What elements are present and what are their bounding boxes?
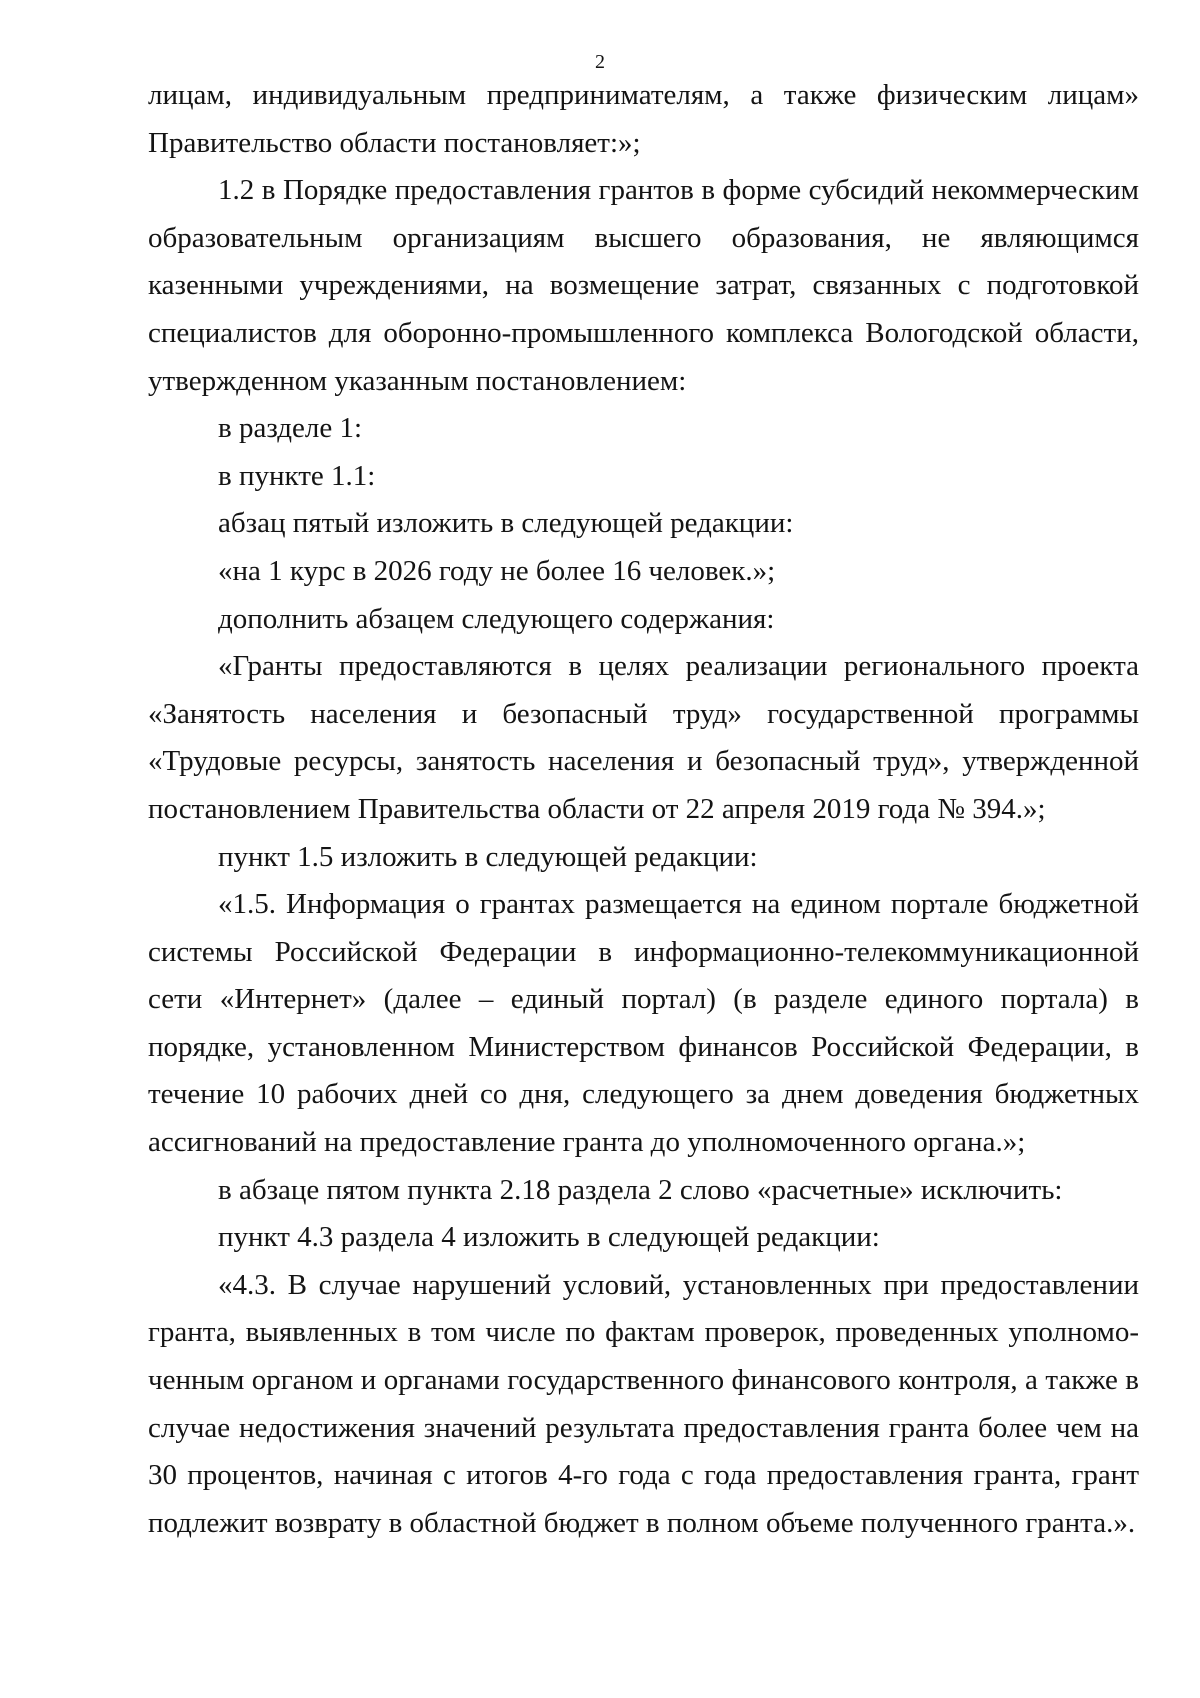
paragraph-supplement: дополнить абзацем следующего содержания: [218, 602, 775, 635]
paragraph-point-1-5: пункт 1.5 изложить в следующей редакции: [218, 840, 758, 873]
paragraph-point-2-18: в абзаце пятом пункта 2.18 раздела 2 слово «расчетные» исключить: [218, 1173, 1063, 1206]
paragraph-item-1-2: 1.2 в Порядке предоставления грантов в форме субсидий некоммерческим образовательным организациям высшего образования, не являющимся казенными учреждениями, на возмещение затрат, связанных с подготовкой специалистов для оборонно-промышленного комплекса Вологодской области, утвержденном указанным постановлением: [148, 174, 1139, 397]
page-number: 2 [595, 51, 605, 73]
paragraph-fifth-abzac: абзац пятый изложить в следующей редакции: [218, 507, 794, 540]
paragraph-point-1-1: в пункте 1.1: [218, 459, 376, 492]
paragraph-quote-grants: «Гранты предоставляются в целях реализации регионального проекта «Занятость населения и безопасный труд» государственной программы «Трудовые ресурсы, занятость населения и безопасный труд», утвержденной постановлением Правительства области от 22 апреля 2019 года № 394.»; [148, 650, 1139, 825]
paragraph-section-1: в разделе 1: [218, 412, 363, 445]
paragraph-continuation: лицам, индивидуальным предпринимателям, а также физическим лицам» Правительство области постановляет:»; [148, 79, 1139, 159]
paragraph-point-4-3: пункт 4.3 раздела 4 изложить в следующей редакции: [218, 1221, 880, 1254]
paragraph-quote-4-3: «4.3. В случае нарушений условий, установленных при предоставлении гранта, выявленных в том числе по фактам проверок, проведенных уполномоченным органом и органами государственного финансового контроля, а также в случае недостижения значений результата предоставления гранта более чем на 30 процентов, начиная с итогов 4-го года с года предоставления гранта, грант подлежит возврату в областной бюджет в полном объеме полученного гранта.». [148, 1268, 1139, 1539]
document-body [148, 72, 1139, 1547]
paragraph-quote-1-5: «1.5. Информация о грантах размещается на едином портале бюджетной системы Российской Федерации в информационно-телекоммуникационной сети «Интернет» (далее – единый портал) (в разделе единого портала) в порядке, установленном Министерством финансов Российской Федерации, в течение 10 рабочих дней со дня, следующего за днем доведения бюджетных ассигнований на предоставление гранта до уполномоченного органа.»; [148, 888, 1139, 1159]
paragraph-quote-course: «на 1 курс в 2026 году не более 16 человек.»; [218, 554, 776, 587]
